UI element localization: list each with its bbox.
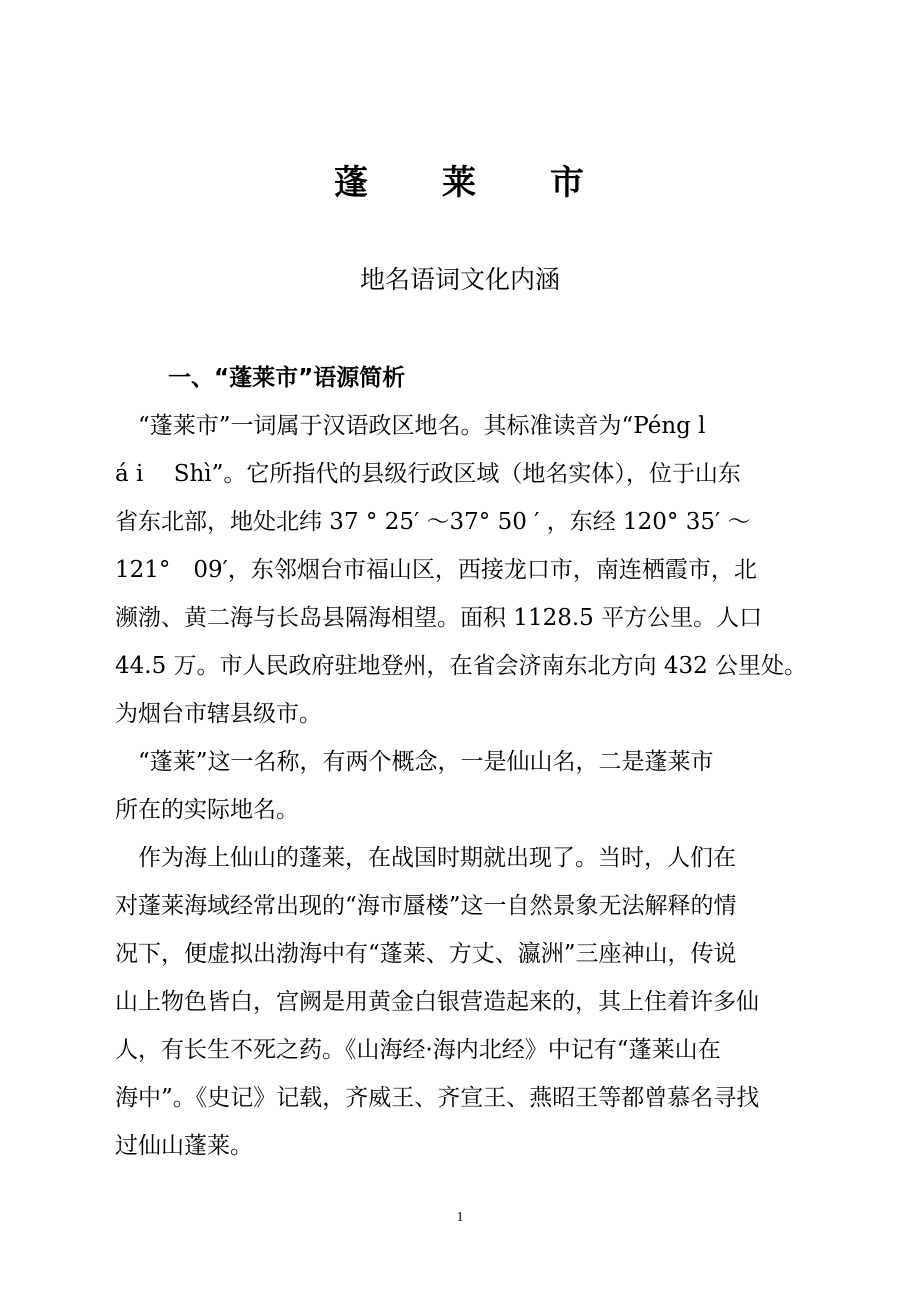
paragraph-line: 山上物色皆白，宫阙是用黄金白银营造起来的，其上住着许多仙: [115, 989, 759, 1015]
paragraph-line: 所在的实际地名。: [115, 797, 299, 823]
page-number: 1: [456, 1210, 464, 1225]
paragraph-line: 濒渤、黄二海与长岛县隔海相望。面积 1128.5 平方公里。人口: [115, 605, 763, 631]
paragraph-line: 人，有长生不死之药。《山海经·海内北经》中记有“蓬莱山在: [115, 1037, 721, 1063]
paragraph-line: 省东北部，地处北纬 37 ° 25′ ～37° 50 ′ ，东经 120° 35′ ～: [115, 509, 751, 535]
paragraph-line: “蓬莱”这一名称，有两个概念，一是仙山名，二是蓬莱市: [115, 749, 714, 775]
paragraph-line: 44.5 万。市人民政府驻地登州，在省会济南东北方向 432 公里处。: [115, 653, 808, 679]
section-heading: 一、“蓬莱市”语源简析: [168, 365, 406, 391]
document-subtitle: 地名语词文化内涵: [359, 265, 560, 294]
paragraph-line: 况下，便虚拟出渤海中有“蓬莱、方丈、瀛洲”三座神山，传说: [115, 941, 737, 967]
paragraph-line: 为烟台市辖县级市。: [115, 701, 322, 727]
paragraph-line: 海中”。《史记》记载，齐威王、齐宣王、燕昭王等都曾慕名寻找: [115, 1085, 760, 1111]
paragraph-line: á i Shì”。它所指代的县级行政区域（地名实体），位于山东: [115, 461, 741, 487]
paragraph-line: 作为海上仙山的蓬莱，在战国时期就出现了。当时，人们在: [115, 845, 736, 871]
paragraph-line: 过仙山蓬莱。: [115, 1133, 253, 1159]
document-title: 蓬 莱 市: [334, 163, 586, 203]
paragraph-line: 对蓬莱海域经常出现的“海市蜃楼”这一自然景象无法解释的情: [115, 893, 737, 919]
paragraph-line: 121° 09′，东邻烟台市福山区，西接龙口市，南连栖霞市，北: [115, 557, 757, 583]
paragraph-line: “蓬莱市”一词属于汉语政区地名。其标准读音为“Péng l: [115, 413, 706, 439]
